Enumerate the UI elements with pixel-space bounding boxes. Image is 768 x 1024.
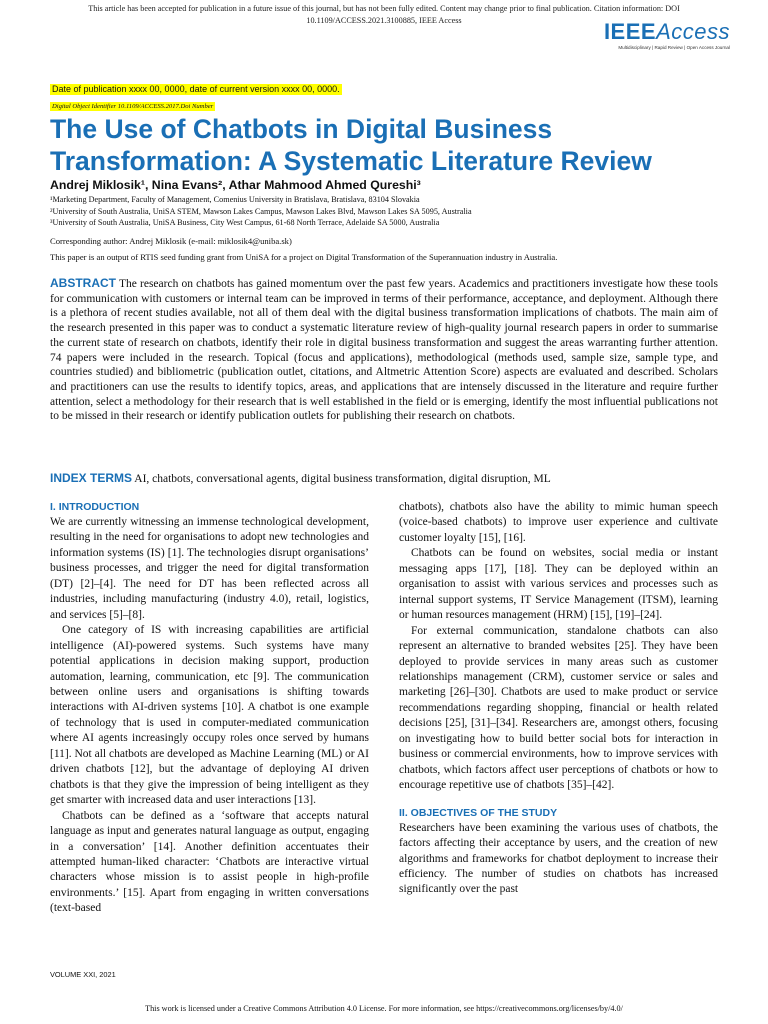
section-title-introduction: I. INTRODUCTION bbox=[50, 501, 140, 513]
paragraph: We are currently witnessing an immense technological development, resulting in the need for organisations to adopt new technologies and information systems (IS) [1]. The technologies disrupt organisations’ business processes, and trigger the need for digital transformation (DT) [2]–[4]. The need for DT has been reflected across all industries, including manufacturing (industry 4.0), retail, logistics, and services [5]–[8]. bbox=[50, 516, 369, 621]
notice-line-2: 10.1109/ACCESS.2021.3100885, IEEE Access bbox=[306, 16, 462, 25]
affiliations bbox=[50, 194, 472, 229]
paragraph: One category of IS with increasing capabilities are artificial intelligence (AI)-powered systems. Such systems have many potential applications in decision making support, production automation, learning, communication, etc [9]. The communication between online users and organisations is shifting towards interactions with AI-driven systems [10]. A chatbot is one example of technology that is used in computer-mediated communication where AI agents increasingly occupy roles once served by humans [11]. Not all chatbots are developed as Machine Learning (ML) or AI driven chatbots [12], but the advantage of deploying AI driven chatbots is that they give the impression of being intelligent as they get smarter with increased data and user interactions [13]. bbox=[50, 624, 369, 807]
affiliation-2: ²University of South Australia, UniSA STEM, Mawson Lakes Campus, Mawson Lakes Blvd, Mawson Lakes SA 5095, Australia bbox=[50, 206, 472, 216]
publication-date-line: Date of publication xxxx 00, 0000, date of current version xxxx 00, 0000. bbox=[52, 84, 340, 94]
volume-footer: VOLUME XXI, 2021 bbox=[50, 970, 116, 979]
logo-access-text: Access bbox=[656, 19, 730, 44]
paragraph: Chatbots can be found on websites, social media or instant messaging apps [17], [18]. They can be deployed within an organisation to assist with various services and processes such as internal support systems, IT Service Management (ITSM), learning or human resources management (HRM) [15], [19]–[24]. bbox=[399, 547, 718, 622]
right-column bbox=[399, 500, 718, 898]
paragraph: For external communication, standalone chatbots can also represent an alternative to branded websites [25]. They have been deployed to provide services in many areas such as customer relationships management (CRM), customer service or sales and marketing [26]–[30]. Chatbots are used to make product or service recommendations regarding shopping, financial or health related decisions [25], [31]–[34]. Researchers are, amongst others, focusing on investigating how to build better social bots for interaction in business or commercial environments, how to improve services with chatbots, which factors affect user perceptions of chatbots or how to encourage repetitive use of chatbots [35]–[42]. bbox=[399, 624, 718, 792]
paragraph: Chatbots can be defined as a ‘software that accepts natural language as input and generates natural language as output, engaging in a conversation’ [14]. Another definition accentuates their attempted human-liked character: ‘Chatbots are interactive virtual characters whose mission is to assist people in high-profile environments.’ [15]. Apart from engaging in written conversations (text-based bbox=[50, 809, 369, 915]
funding-note: This paper is an output of RTIS seed funding grant from UniSA for a project on Digital Transformation of the Superannuation industry in Australia. bbox=[50, 252, 558, 262]
index-terms bbox=[50, 471, 551, 485]
doi-line: Digital Object Identifier 10.1109/ACCESS.2017.Doi Number bbox=[52, 103, 214, 110]
ieee-access-logo bbox=[604, 20, 730, 50]
logo-tagline: Multidisciplinary | Rapid Review | Open Access Journal bbox=[618, 45, 730, 50]
left-column bbox=[50, 500, 369, 917]
license-footer: This work is licensed under a Creative Commons Attribution 4.0 License. For more information, see https://creativecommons.org/licenses/by/4.0/ bbox=[145, 1004, 623, 1013]
logo-ieee-text: IEEE bbox=[603, 19, 657, 44]
title-line-1: The Use of Chatbots in Digital Business bbox=[50, 114, 553, 144]
index-terms-text: AI, chatbots, conversational agents, digital business transformation, digital disruption, ML bbox=[134, 473, 551, 485]
abstract-label: ABSTRACT bbox=[50, 276, 116, 290]
abstract-text: The research on chatbots has gained momentum over the past few years. Academics and practitioners investigate how these tools for communication with customers or internal team can be improved in terms of their performance, acceptance, and deployment. Although there is a plethora of recent studies available, not all of them deal with the digital business transformation implications of chatbots. The main aim of the research presented in this paper was to conduct a systematic literature review of high-quality journal research papers in order to summarise the current state of research on chatbots, identify their role in digital business transformation and suggest the areas warranting further attention. 74 papers were included in the research. Topical (focus and applications), methodological (methods used, sample size, sample type, and countries studied) and bibliometric (publication outlet, citations, and Altmetric Attention Score) aspects are evaluated and described. Scholars and practitioners can use the results to identify topics, areas, and applications that are intensely discussed in the literature and require further attention, select a methodology for their research that is well established in the field or is emerging, identify the most influential publications not to be missed in their research or identify publication outlets for publishing their research on chatbots. bbox=[50, 278, 718, 423]
corresponding-author: Corresponding author: Andrej Miklosik (e-mail: miklosik4@uniba.sk) bbox=[50, 236, 292, 246]
affiliation-3: ³University of South Australia, UniSA Business, City West Campus, 61-68 North Terrace, Adelaide SA 5000, Australia bbox=[50, 218, 440, 227]
affiliation-1: ¹Marketing Department, Faculty of Management, Comenius University in Bratislava, Bratislava, 83104 Slovakia bbox=[50, 195, 420, 204]
section-title-objectives: II. OBJECTIVES OF THE STUDY bbox=[399, 806, 558, 819]
author-list: Andrej Miklosik¹, Nina Evans², Athar Mahmood Ahmed Qureshi³ bbox=[50, 178, 421, 192]
abstract bbox=[50, 276, 718, 424]
paper-title bbox=[50, 113, 740, 177]
paragraph: chatbots), chatbots also have the ability to mimic human speech (voice-based chatbots) to improve user experience and cultivate customer loyalty [15], [16]. bbox=[399, 501, 718, 544]
notice-line-1: This article has been accepted for publication in a future issue of this journal, but has not been fully edited. Content may change prior to final publication. Citation information: DOI bbox=[88, 4, 680, 13]
index-terms-label: INDEX TERMS bbox=[50, 471, 133, 485]
title-line-2: Transformation: A Systematic Literature Review bbox=[50, 146, 652, 176]
paragraph: Researchers have been examining the various uses of chatbots, the factors affecting their acceptance by users, and the creation of new algorithms and frameworks for chatbot deployment to increase their efficiency. The number of studies on chatbots has increased significantly over the past bbox=[399, 821, 718, 896]
